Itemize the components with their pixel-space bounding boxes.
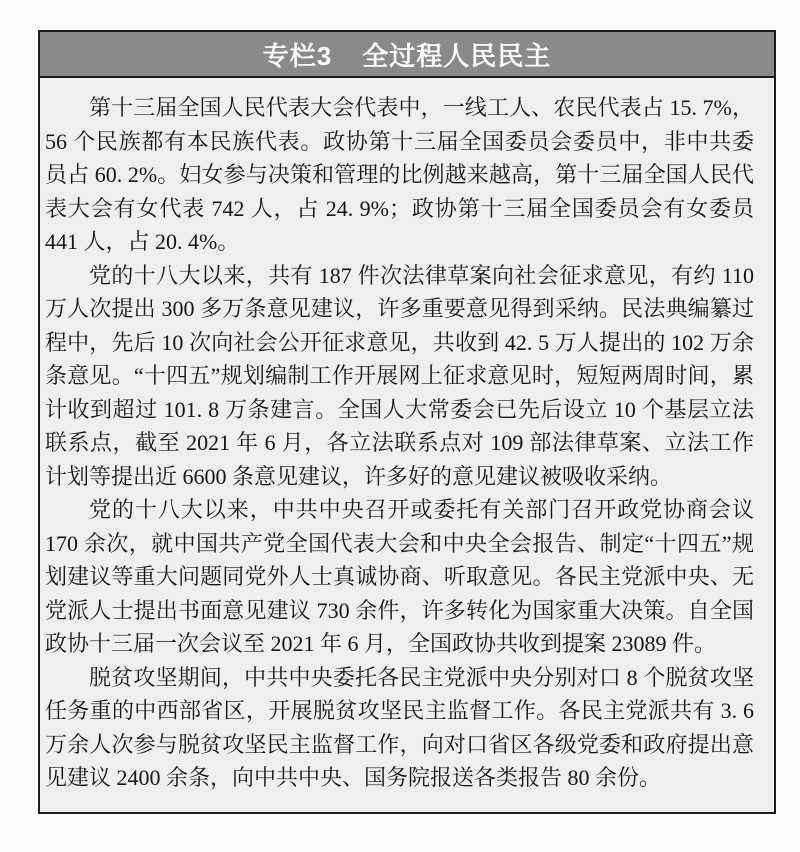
column-box-title: 全过程人民民主 <box>362 40 552 71</box>
column-box <box>38 30 776 814</box>
paragraph-legislation-consultation: 党的十八大以来，共有 187 件次法律草案向社会征求意见，有约 110 万人次提出 300 多万条意见建议，许多重要意见得到采纳。民法典编纂过程中，先后 10 次向社会公开征求意见，共收到 42. 5 万人提出的 102 万余条意见。“十四五”规划编制工作开展网上征求意见时，短短两周时间，累计收到超过 101. 8 万条建言。全国人大常委会已先后设立 10 个基层立法联系点，截至 2021 年 6 月，各立法联系点对 109 部法律草案、立法工作计划等提出近 6600 条意见建议，许多好的意见建议被吸收采纳。 <box>45 262 754 489</box>
paragraph-party-consultation: 党的十八大以来，中共中央召开或委托有关部门召开政党协商会议 170 余次，就中国共产党全国代表大会和中央全会报告、制定“十四五”规划建议等重大问题同党外人士真诚协商、听取意见。各民主党派中央、无党派人士提出书面意见建议 730 余件，许多转化为国家重大决策。自全国政协十三届一次会议至 2021 年 6 月，全国政协共收到提案 23089 件。 <box>45 497 754 656</box>
paragraph-representation-stats: 第十三届全国人民代表大会代表中，一线工人、农民代表占 15. 7%，56 个民族都有本民族代表。政协第十三届全国委员会委员中，非中共委员占 60. 2%。妇女参与决策和管理的比例越来越高，第十三届全国人民代表大会有女代表 742 人，占 24. 9%；政协第十三届全国委员会有女委员 441 人，占 20. 4%。 <box>45 95 754 254</box>
paragraph-poverty-alleviation-supervision: 脱贫攻坚期间，中共中央委托各民主党派中央分别对口 8 个脱贫攻坚任务重的中西部省区，开展脱贫攻坚民主监督工作。各民主党派共有 3. 6 万余人次参与脱贫攻坚民主监督工作，向对口省区各级党委和政府提出意见建议 2400 余条，向中共中央、国务院报送各类报告 80 余份。 <box>45 664 754 790</box>
column-box-header <box>40 32 774 78</box>
column-box-label: 专栏3 <box>262 40 333 71</box>
column-box-body <box>40 78 774 812</box>
